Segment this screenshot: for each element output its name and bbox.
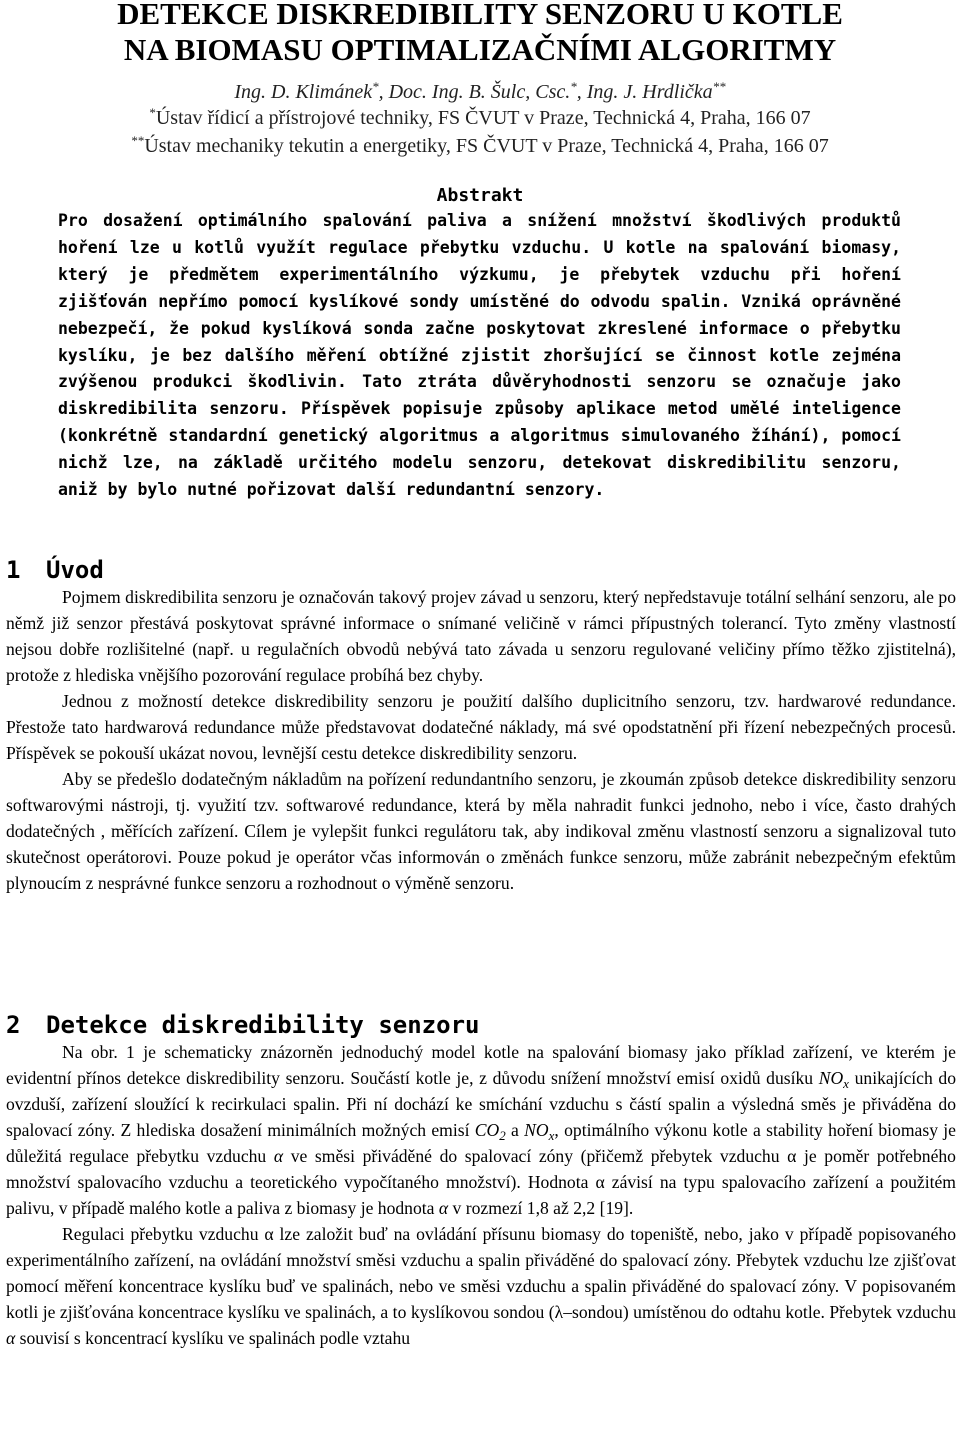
section-1-paragraph-1: Pojmem diskredibilita senzoru je označován takový projev závad u senzoru, který nepředstavuje totální selhání senzoru, ale po němž již senzor přestává poskytovat správné informace o snímané veličině v rámci přípustných tolerancí. Tyto změny vlastností nejsou dobře rozlišitelné (např. u regulačních obvodů nebývá tato závada u senzoru regulované veličiny přímo těžko zjistitelná), protože z hlediska vnějšího pozorování regulace probíhá bez chyby. [6, 587, 956, 685]
paper-title-line-1: DETEKCE DISKREDIBILITY SENZORU U KOTLE [117, 0, 843, 31]
nox-symbol [818, 1068, 849, 1091]
nox-symbol-2-sub: x [548, 1128, 555, 1143]
lambda-symbol: λ [554, 1302, 564, 1322]
section-1-body [6, 584, 956, 896]
author-1-mark: * [372, 79, 379, 94]
s2p2-text-4: souvisí s koncentrací kyslíku ve spalinách podle vztahu [15, 1328, 411, 1348]
section-2-paragraph-2 [6, 1221, 956, 1351]
alpha-symbol: α [273, 1146, 284, 1166]
s2p2-text-1: Regulaci přebytku vzduchu [62, 1224, 265, 1244]
author-3: , Ing. J. Hrdlička [576, 81, 713, 103]
abstract-heading: Abstrakt [436, 185, 524, 206]
affiliation-1-text: Ústav řídicí a přístrojové techniky, FS ČVUT v Praze, Technická 4, Praha, 166 07 [155, 107, 811, 129]
abstract-text: Pro dosažení optimálního spalování paliva a snížení množství škodlivých produktů hoření lze u kotlů využít regulace přebytku vzduchu. U kotle na spalování biomasy, který je předmětem experimentálního výzkumu, je přebytek vzduchu při hoření zjišťován nepřímo pomocí kyslíkové sondy umístěné do odvodu spalin. Vzniká oprávněné nebezpečí, že pokud kyslíková sonda začne poskytovat zkreslené informace o přebytku kyslíku, je bez dalšího měření obtížné zjistit zhoršující se činnost kotle zejména zvýšenou produkci škodlivin. Tato ztráta důvěryhodnosti senzoru se označuje jako diskredibilita senzoru. Příspěvek popisuje způsoby aplikace metod umělé inteligence (konkrétně standardní genetický algoritmus a algoritmus simulovaného žíhání), pomocí nichž lze, na základě určitého modelu senzoru, detekovat diskredibilitu senzoru, aniž by bylo nutné pořizovat další redundantní senzory. [58, 211, 901, 500]
nox-symbol-2-base: NO [524, 1120, 549, 1140]
alpha-symbol-3: α [595, 1172, 605, 1192]
section-1-paragraph-2: Jednou z možností detekce diskredibility senzoru je použití dalšího duplicitního senzoru, tzv. hardwarové redundance. Přestože tato hardwarová redundance může představovat dodatečné náklady, má své opodstatnění při řízení nebezpečných procesů. Příspěvek se pokouší ukázat novou, levnější cestu detekce diskredibility senzoru. [6, 691, 956, 763]
affiliation-2-mark: ** [131, 133, 145, 148]
section-2-title: Detekce diskredibility senzoru [46, 1011, 480, 1039]
s2p1-text-8: v rozmezí 1,8 až 2,2 [19]. [448, 1198, 634, 1218]
s2p1-text-5: ve směsi přiváděné do spalovací zóny (přičemž přebytek vzduchu [283, 1146, 788, 1166]
alpha-symbol-4: α [438, 1198, 449, 1218]
section-2-heading [6, 1010, 479, 1040]
alpha-symbol-6: α [6, 1328, 16, 1348]
nox-symbol-base: NO [818, 1068, 844, 1088]
author-1: Ing. D. Klimánek [234, 81, 373, 103]
affiliation-1-mark: * [149, 105, 156, 120]
s2p2-text-3: –sondou) umístěnou do odtahu kotle. Přebytek vzduchu [563, 1302, 956, 1322]
s2p1-text-6: je poměr potřebného množství spalovacího vzduchu a teoretického vypočítaného množství). Hodnota [6, 1146, 956, 1192]
s2p1-text-2: unikajících do ovzduší, zařízení sloužící k recirkulaci spalin. Při ní dochází ke smíchání vzduchu s částí spalin a výsledná směs je přiváděna do spalovací zóny. Z hlediska dosažení minimálních možných emisí [6, 1068, 957, 1140]
s2p1-text-7: závisí na typu spalovacího zařízení a použitém palivu, v případě malého kotle a paliva z biomasy je hodnota [6, 1172, 956, 1218]
co2-symbol-base: CO [474, 1120, 500, 1140]
s2p1-text-4: , optimálního výkonu kotle a stability hoření biomasy je důležitá regulace přebytku vzduchu [6, 1120, 956, 1166]
section-1-heading [6, 555, 104, 585]
s2p2-text-2: lze založit buď na ovládání přísunu biomasy do topeniště, nebo, jako v případě popisovaného experimentálního zařízení, na ovládání množství směsi vzduchu a spalin přiváděné do spalovací zóny. Přebytek vzduchu lze zjišťovat pomocí měření koncentrace kyslíku buď ve spalinách, nebo ve směsi vzduchu a spalin přiváděné do spalovací zóny. V popisovaném kotli je zjišťována koncentrace kyslíku ve spalinách, a to kyslíkovou sondou ( [6, 1224, 956, 1322]
author-3-mark: ** [712, 79, 726, 94]
alpha-symbol-5: α [264, 1224, 274, 1244]
nox-symbol-2 [524, 1120, 555, 1143]
co2-symbol [474, 1120, 506, 1143]
author-2: , Doc. Ing. B. Šulc, Csc. [378, 81, 571, 103]
section-2-body [6, 1039, 956, 1351]
nox-symbol-sub: x [843, 1076, 849, 1091]
affiliation-1 [0, 105, 960, 131]
section-1-title: Úvod [46, 556, 104, 584]
section-2-number: 2 [6, 1011, 21, 1039]
affiliation-2-text: Ústav mechaniky tekutin a energetiky, FS ČVUT v Praze, Technická 4, Praha, 166 07 [144, 135, 829, 157]
co2-symbol-sub: 2 [499, 1128, 506, 1143]
section-1-paragraph-3: Aby se předešlo dodatečným nákladům na pořízení redundantního senzoru, je zkoumán způsob detekce diskredibility senzoru softwarovými nástroji, tj. využití tzv. softwarové redundance, která by měla nahradit funkci jednoho, nebo i více, často drahých dodatečných , měřících zařízení. Cílem je vylepšit funkci regulátoru tak, aby indikoval změnu vlastností senzoru a signalizoval tuto skutečnost operátorovi. Pouze pokud je operátor včas informován o změnách funkce senzoru, může zabránit nebezpečným efektům plynoucím z nesprávné funkce senzoru a rozhodnout o výměně senzoru. [6, 769, 956, 893]
section-1-number: 1 [6, 556, 21, 584]
alpha-symbol-2: α [787, 1146, 797, 1166]
author-2-mark: * [570, 79, 577, 94]
paper-title-line-2: NA BIOMASU OPTIMALIZAČNÍMI ALGORITMY [123, 32, 837, 67]
affiliation-2 [0, 133, 960, 159]
s2p1-text-3: a [505, 1120, 525, 1140]
section-2-paragraph-1 [6, 1039, 956, 1221]
author-line [0, 80, 960, 104]
s2p1-text-1: Na obr. 1 je schematicky znázorněn jednoduchý model kotle na spalování biomasy jako příklad zařízení, ve kterém je evidentní přínos detekce diskredibility senzoru. Součástí kotle je, z důvodu snížení množství emisí oxidů dusíku [6, 1042, 956, 1088]
